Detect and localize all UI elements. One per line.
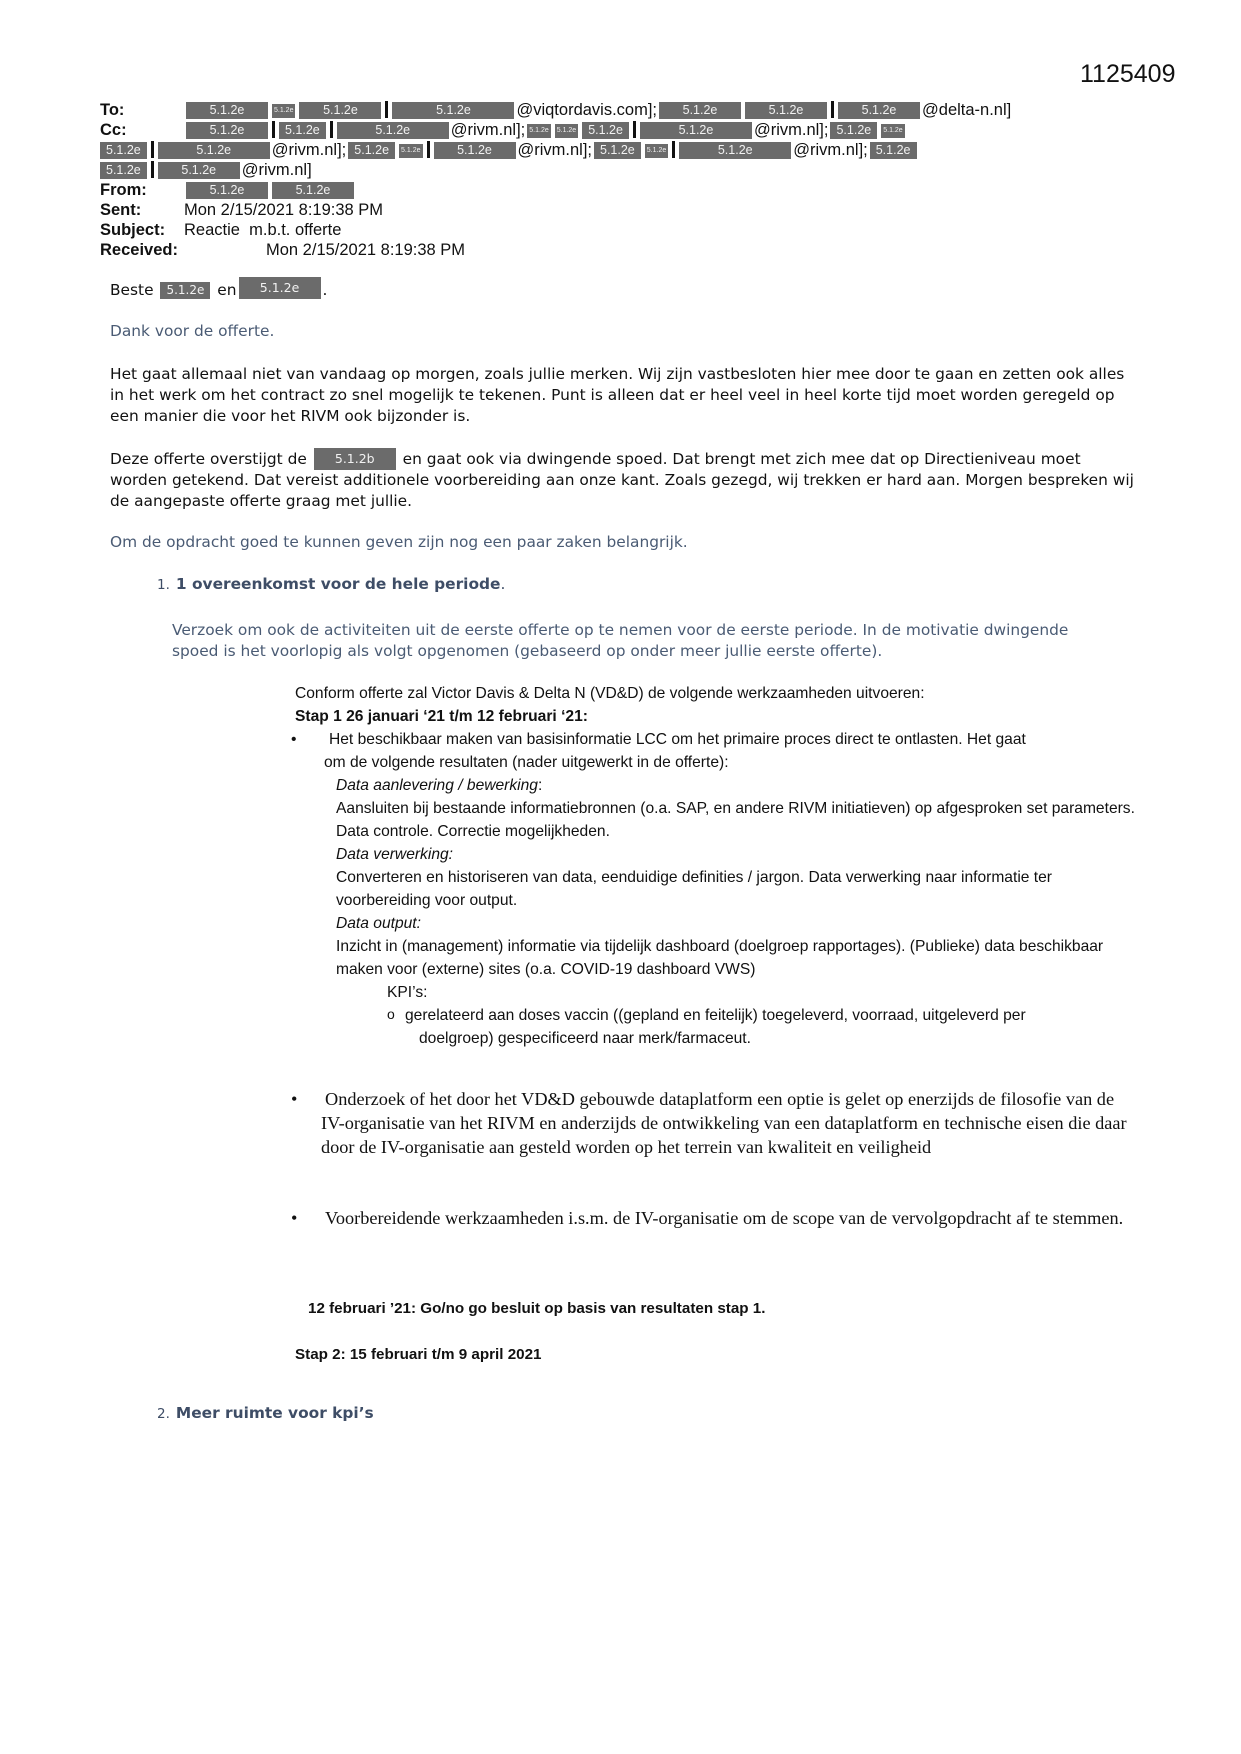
list-item-1-heading	[157, 575, 505, 593]
redaction: 5.1.2e	[640, 122, 752, 139]
email-header	[100, 100, 1140, 260]
paragraph-2	[110, 448, 1140, 512]
heading-data-aanlevering	[336, 774, 1135, 797]
bullet-3	[291, 1206, 1135, 1230]
greeting	[110, 277, 1140, 301]
redaction: 5.1.2e	[348, 142, 395, 159]
redaction: 5.1.2e	[594, 142, 641, 159]
heading-colon: :	[537, 777, 543, 794]
redaction-divider	[672, 141, 675, 158]
bullet-2	[291, 1087, 1135, 1159]
bullet-marker: •	[291, 731, 297, 748]
kpi-item-line-1: gerelateerd aan doses vaccin ((gepland en feitelijk) toegeleverd, voorraad, uitgeleverd per	[405, 1007, 1026, 1024]
list-item-1-text: Verzoek om ook de activiteiten uit de eerste offerte op te nemen voor de eerste periode. In de motivatie dwingende spoed is het voorlopig als volgt opgenomen (gebaseerd op onder meer jullie eerste offerte).	[172, 621, 1069, 660]
to-row	[100, 100, 1140, 120]
to-domain: @viqtordavis.com];	[516, 101, 658, 119]
redaction-divider	[151, 161, 154, 178]
cc-row-2	[98, 140, 1140, 160]
kpi-label: KPI’s:	[387, 984, 428, 1001]
bullet-3-text: Voorbereidende werkzaamheden i.s.m. de IV-organisatie om de scope van de vervolgopdracht af te stemmen.	[325, 1208, 1124, 1228]
heading-text: Data aanlevering / bewerking	[336, 777, 538, 794]
redaction: 5.1.2e	[272, 104, 295, 118]
redaction-divider	[385, 101, 388, 118]
redaction: 5.1.2e	[279, 122, 326, 139]
sent-label: Sent:	[100, 201, 142, 219]
redaction: 5.1.2e	[239, 277, 321, 299]
bullet-marker: •	[291, 1208, 298, 1228]
subject-row	[100, 220, 1140, 240]
to-label: To:	[100, 101, 125, 119]
redaction: 5.1.2e	[838, 102, 920, 119]
thanks-line: Dank voor de offerte.	[110, 322, 275, 340]
to-domain: @delta-n.nl]	[922, 101, 1012, 119]
cc-label: Cc:	[100, 121, 127, 139]
redaction: 5.1.2e	[392, 102, 514, 119]
redaction: 5.1.2e	[299, 102, 381, 119]
heading-data-output: Data output:	[336, 915, 421, 932]
greeting-text: Beste	[110, 281, 154, 299]
bullet-marker: •	[291, 1089, 298, 1109]
cc-domain: @rivm.nl]	[241, 161, 312, 179]
cc-domain: @rivm.nl];	[517, 141, 592, 159]
redaction-divider	[272, 121, 275, 138]
text-data-output: Inzicht in (management) informatie via tijdelijk dashboard (doelgroep rapportages). (Publieke) data beschikbaar maken voor (externe) sites (o.a. COVID-19 dashboard VWS)	[336, 938, 1104, 978]
redaction-divider	[151, 141, 154, 158]
cc-domain: @rivm.nl];	[271, 141, 347, 159]
redaction: 5.1.2e	[158, 142, 270, 159]
stap-2-heading: Stap 2: 15 februari t/m 9 april 2021	[295, 1346, 542, 1363]
greeting-end: .	[322, 281, 328, 299]
from-row	[100, 180, 1140, 200]
list-number: 2.	[157, 1406, 170, 1422]
received-value: Mon 2/15/2021 8:19:38 PM	[266, 241, 466, 259]
redaction: 5.1.2e	[160, 282, 210, 299]
redaction: 5.1.2e	[645, 144, 668, 158]
from-label: From:	[100, 181, 147, 199]
bullet-2-text: Onderzoek of het door het VD&D gebouwde dataplatform een optie is gelet op enerzijds de filosofie van de IV-organisatie van het RIVM en anderzijds de ontwikkeling van een dataplatform en technische eisen die daar door de IV-organisatie aan gesteld worden op het terrein van kwaliteit en veiligheid	[321, 1089, 1127, 1157]
redaction: 5.1.2e	[186, 102, 268, 119]
paragraph-1: Het gaat allemaal niet van vandaag op morgen, zoals jullie merken. Wij zijn vastbesloten hier mee door te gaan en zetten ook alles in het werk om het contract zo snel mogelijk te tekenen. Punt is alleen dat er heel veel in heel korte tijd moet worden geregeld op een manier die voor het RIVM ook bijzonder is.	[110, 365, 1125, 425]
sent-value: Mon 2/15/2021 8:19:38 PM	[184, 201, 384, 219]
received-label: Received:	[100, 241, 178, 259]
cc-domain: @rivm.nl];	[753, 121, 829, 139]
stap-1-heading: Stap 1 26 januari ‘21 t/m 12 februari ‘21:	[295, 708, 588, 725]
subject-value: Reactie m.b.t. offerte	[184, 221, 342, 239]
redaction: 5.1.2e	[527, 124, 550, 138]
redaction: 5.1.2e	[659, 102, 741, 119]
redaction: 5.1.2e	[830, 122, 877, 139]
text-data-aanlevering: Aansluiten bij bestaande informatiebronnen (o.a. SAP, en andere RIVM initiatieven) op afgesproken set parameters. Data controle. Correctie mogelijkheden.	[336, 800, 1135, 840]
subject-label: Subject:	[100, 221, 166, 239]
circle-bullet: o	[387, 1006, 395, 1022]
redaction: 5.1.2b	[314, 448, 396, 470]
quoted-motivation	[291, 682, 1135, 1050]
list-item-title: Meer ruimte voor kpi’s	[175, 1404, 374, 1422]
list-number: 1.	[157, 577, 170, 593]
bullet-1-line-1: Het beschikbaar maken van basisinformatie LCC om het primaire proces direct te ontlasten. Het gaat	[329, 731, 1026, 748]
bullet-1-line-2: om de volgende resultaten (nader uitgewerkt in de offerte):	[324, 754, 729, 771]
redaction: 5.1.2e	[881, 124, 904, 138]
title-dot: .	[500, 575, 506, 593]
redaction-divider	[427, 141, 430, 158]
document-id: 1125409	[1080, 60, 1176, 88]
text-data-verwerking: Converteren en historiseren van data, eenduidige definities / jargon. Data verwerking naar informatie ter voorbereiding voor output.	[336, 869, 1052, 909]
para2-start: Deze offerte overstijgt de	[110, 450, 307, 468]
redaction: 5.1.2e	[158, 162, 240, 179]
redaction: 5.1.2e	[186, 182, 268, 199]
received-row	[100, 240, 1140, 260]
sent-row	[100, 200, 1140, 220]
paragraph-3: Om de opdracht goed te kunnen geven zijn nog een paar zaken belangrijk.	[110, 533, 688, 551]
redaction-divider	[633, 121, 636, 138]
cc-row-3	[98, 160, 1140, 180]
para2-rest: en gaat ook via dwingende spoed. Dat brengt met zich mee dat op Directieniveau moet worden getekend. Dat vereist additionele voorbereiding aan onze kant. Zoals gezegd, wij trekken er hard aan. Morgen bespreken wij de aangepaste offerte graag met jullie.	[110, 450, 1134, 510]
redaction: 5.1.2e	[272, 182, 354, 199]
redaction: 5.1.2e	[337, 122, 449, 139]
redaction: 5.1.2e	[870, 142, 917, 159]
redaction-divider	[330, 121, 333, 138]
cc-row	[100, 120, 1140, 140]
redaction: 5.1.2e	[679, 142, 791, 159]
go-no-go-line: 12 februari ’21: Go/no go besluit op basis van resultaten stap 1.	[308, 1300, 766, 1317]
quote-intro: Conform offerte zal Victor Davis & Delta N (VD&D) de volgende werkzaamheden uitvoeren:	[295, 685, 925, 702]
cc-domain: @rivm.nl];	[450, 121, 526, 139]
list-item-2-heading	[157, 1404, 374, 1422]
list-item-title: 1 overeenkomst voor de hele periode	[175, 575, 501, 593]
kpi-item-line-2: doelgroep) gespecificeerd naar merk/farmaceut.	[419, 1030, 751, 1047]
redaction: 5.1.2e	[745, 102, 827, 119]
redaction: 5.1.2e	[100, 142, 147, 159]
bullet-1	[291, 728, 1135, 751]
redaction: 5.1.2e	[186, 122, 268, 139]
redaction: 5.1.2e	[100, 162, 147, 179]
redaction: 5.1.2e	[582, 122, 629, 139]
greeting-and: en	[217, 281, 237, 299]
cc-domain: @rivm.nl];	[793, 141, 868, 159]
sub-block	[295, 774, 1135, 981]
redaction: 5.1.2e	[555, 124, 578, 138]
heading-data-verwerking: Data verwerking:	[336, 846, 453, 863]
redaction: 5.1.2e	[399, 144, 422, 158]
redaction: 5.1.2e	[434, 142, 516, 159]
kpi-item	[295, 1004, 1135, 1027]
redaction-divider	[831, 101, 834, 118]
